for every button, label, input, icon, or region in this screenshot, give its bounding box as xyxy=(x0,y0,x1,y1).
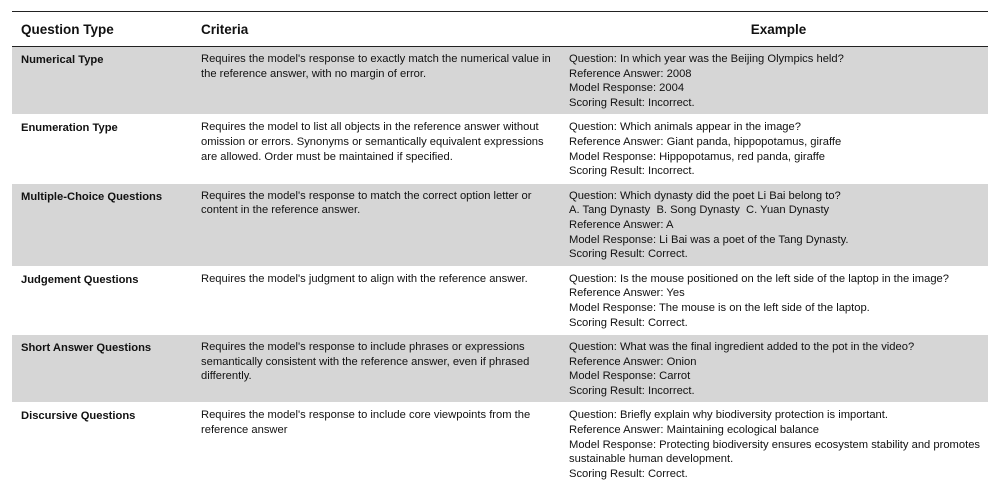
example-line: Reference Answer: A xyxy=(569,218,674,231)
example-line: Scoring Result: Incorrect. xyxy=(569,384,695,397)
example-line: Scoring Result: Incorrect. xyxy=(569,165,695,178)
row-question-type: Discursive Questions xyxy=(12,403,192,486)
header-example: Example xyxy=(750,21,807,37)
row-criteria: Requires the model's judgment to align with the reference answer. xyxy=(192,266,560,334)
table-row xyxy=(12,403,988,486)
example-line: Model Response: 2004 xyxy=(569,82,685,95)
table-body xyxy=(12,47,988,486)
row-example xyxy=(560,47,988,115)
header-row xyxy=(12,12,988,47)
row-example xyxy=(560,266,988,334)
header-criteria: Criteria xyxy=(201,21,249,37)
example-line: Question: What was the final ingredient added to the pot in the video? xyxy=(569,341,915,354)
example-line: Scoring Result: Correct. xyxy=(569,467,688,480)
row-criteria: Requires the model's response to exactly match the numerical value in the reference answer, with no margin of error. xyxy=(192,47,560,115)
table-row xyxy=(12,115,988,183)
example-line: Model Response: The mouse is on the left side of the laptop. xyxy=(569,301,870,314)
example-line: Reference Answer: Maintaining ecological balance xyxy=(569,424,820,437)
row-example xyxy=(560,115,988,183)
header-question-type: Question Type xyxy=(21,21,114,37)
row-question-type: Numerical Type xyxy=(12,47,192,115)
example-line: A. Tang Dynasty B. Song Dynasty C. Yuan Dynasty xyxy=(569,204,830,217)
example-line: Question: In which year was the Beijing Olympics held? xyxy=(569,53,844,65)
row-question-type: Multiple-Choice Questions xyxy=(12,183,192,266)
example-line: Reference Answer: 2008 xyxy=(569,67,692,80)
example-line: Reference Answer: Yes xyxy=(569,287,685,300)
row-criteria: Requires the model's response to match the correct option letter or content in the reference answer. xyxy=(192,183,560,266)
example-line: Reference Answer: Onion xyxy=(569,355,697,368)
example-line: Model Response: Protecting biodiversity ensures ecosystem stability and promotes sustainable human development. xyxy=(569,438,981,466)
example-line: Question: Which animals appear in the image? xyxy=(569,121,801,134)
table-row xyxy=(12,183,988,266)
example-line: Model Response: Carrot xyxy=(569,370,691,383)
example-line: Reference Answer: Giant panda, hippopotamus, giraffe xyxy=(569,135,842,148)
row-example xyxy=(560,183,988,266)
row-example xyxy=(560,335,988,403)
example-line: Question: Which dynasty did the poet Li Bai belong to? xyxy=(569,189,841,202)
table-row xyxy=(12,335,988,403)
row-question-type: Enumeration Type xyxy=(12,115,192,183)
row-question-type: Judgement Questions xyxy=(12,266,192,334)
question-type-table-container xyxy=(12,11,988,486)
example-line: Model Response: Hippopotamus, red panda, giraffe xyxy=(569,150,826,163)
row-criteria: Requires the model's response to include phrases or expressions semantically consistent with the reference answer, even if phrased differently. xyxy=(192,335,560,403)
row-question-type: Short Answer Questions xyxy=(12,335,192,403)
example-line: Model Response: Li Bai was a poet of the Tang Dynasty. xyxy=(569,233,849,246)
example-line: Scoring Result: Correct. xyxy=(569,248,688,261)
example-line: Scoring Result: Correct. xyxy=(569,316,688,329)
example-line: Question: Briefly explain why biodiversity protection is important. xyxy=(569,409,888,422)
table-header xyxy=(12,12,988,47)
example-line: Question: Is the mouse positioned on the left side of the laptop in the image? xyxy=(569,272,949,285)
table-row xyxy=(12,47,988,115)
row-criteria: Requires the model's response to include core viewpoints from the reference answer xyxy=(192,403,560,486)
table-row xyxy=(12,266,988,334)
row-criteria: Requires the model to list all objects in the reference answer without omission or errors. Synonyms or semantically equivalent expressions are allowed. Order must be maintained if specified. xyxy=(192,115,560,183)
example-line: Scoring Result: Incorrect. xyxy=(569,96,695,109)
row-example xyxy=(560,403,988,486)
question-type-table xyxy=(12,11,988,486)
